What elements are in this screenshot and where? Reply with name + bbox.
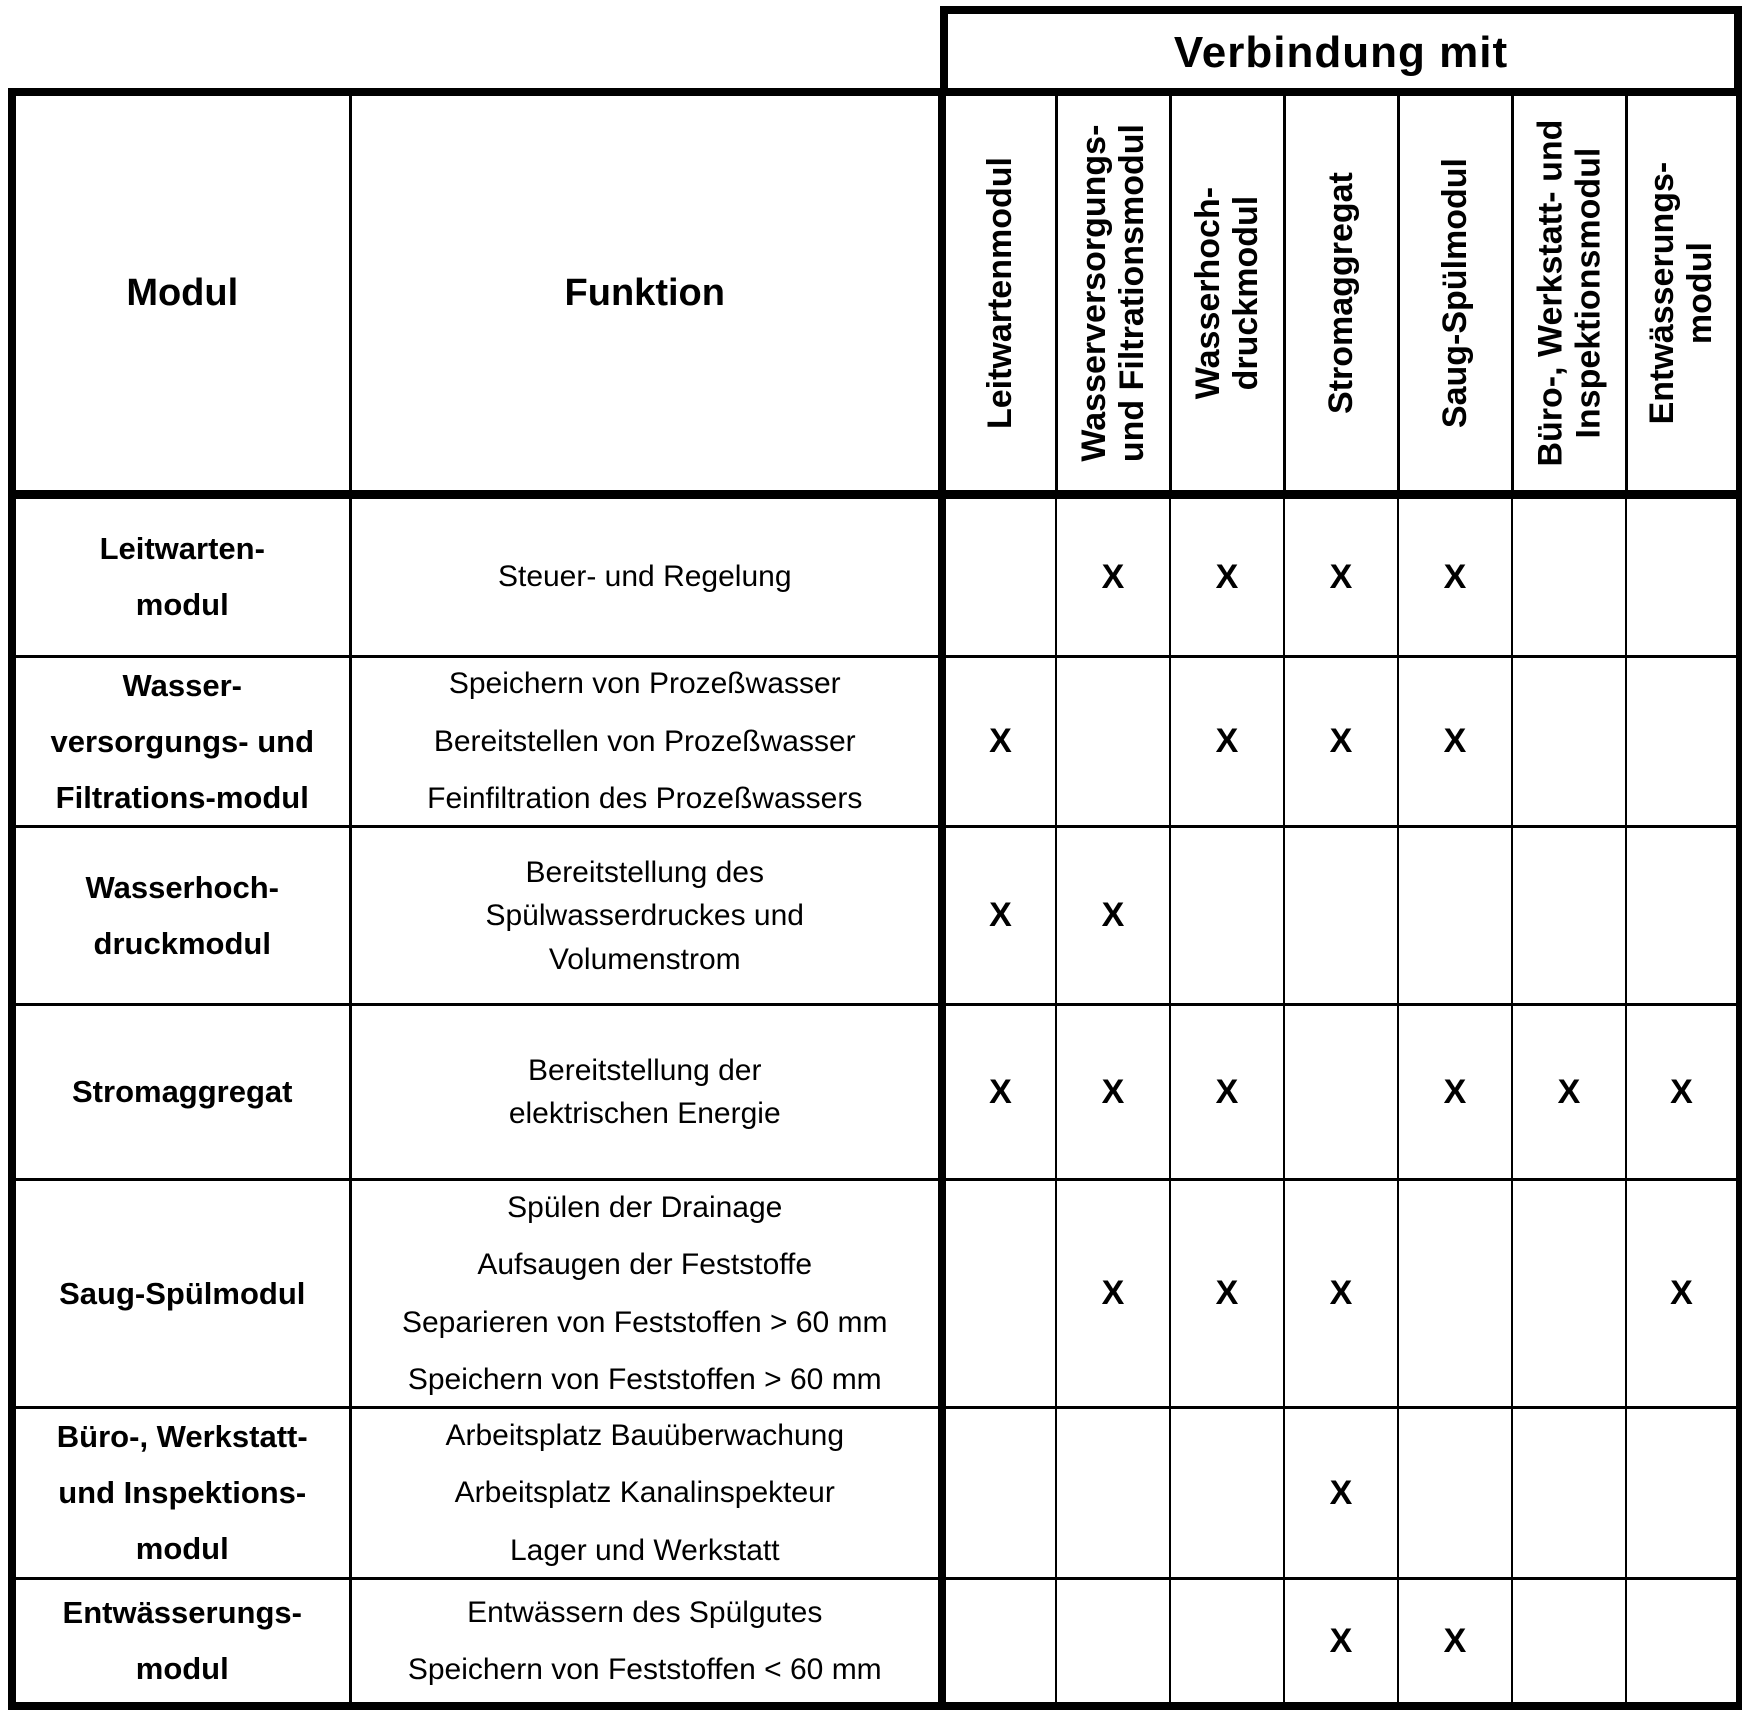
connection-mark-cell: X <box>1284 657 1398 827</box>
function-item <box>362 1358 929 1402</box>
function-line: Spülen der Drainage <box>507 1190 783 1224</box>
connection-mark-cell <box>1626 1408 1740 1578</box>
table-row <box>12 1180 1740 1408</box>
connection-mark-cell: X <box>942 657 1056 827</box>
module-cell <box>12 1180 350 1408</box>
connection-column-header <box>1512 92 1626 495</box>
connection-column-label-line: Wasserversorgungs- <box>1074 124 1113 462</box>
function-line: Volumenstrom <box>548 942 741 976</box>
connection-mark-cell: X <box>1626 1005 1740 1180</box>
connection-column-label-line: Inspektionsmodul <box>1569 147 1607 439</box>
connection-column-label-line: Wasserhoch- <box>1188 186 1227 400</box>
function-line: elektrischen Energie <box>508 1097 781 1131</box>
connection-column-label-line: druckmodul <box>1227 195 1266 391</box>
connection-mark-cell <box>1284 827 1398 1005</box>
module-cell <box>12 1005 350 1180</box>
function-item <box>362 1186 929 1230</box>
table-row <box>12 1408 1740 1578</box>
function-line: Bereitstellung des <box>525 855 764 889</box>
connection-mark-cell <box>1626 827 1740 1005</box>
connection-column-label-line: Entwässerungs- <box>1643 161 1682 425</box>
function-line: Arbeitsplatz Kanalinspekteur <box>454 1476 835 1510</box>
function-item <box>362 1471 929 1515</box>
connection-mark-cell <box>1284 1005 1398 1180</box>
module-name-line: Entwässerungs- <box>62 1595 302 1631</box>
connection-header <box>940 6 1742 92</box>
module-cell <box>12 495 350 657</box>
module-name-line: druckmodul <box>93 925 271 961</box>
connection-column-header <box>1170 92 1284 495</box>
module-name-line: und Inspektions- <box>58 1475 307 1511</box>
connection-mark-cell <box>1512 657 1626 827</box>
function-item <box>362 1529 929 1573</box>
function-line: Bereitstellung der <box>528 1053 762 1087</box>
function-line: Spülwasserdruckes und <box>485 899 804 933</box>
function-line: Aufsaugen der Feststoffe <box>477 1248 813 1282</box>
function-cell <box>350 495 942 657</box>
connection-mark-cell <box>1626 495 1740 657</box>
connection-column-label-line: Büro-, Werkstatt- und <box>1530 119 1569 467</box>
module-name-line: modul <box>135 1651 229 1687</box>
function-line: Lager und Werkstatt <box>509 1533 780 1567</box>
connection-column-label-line: Leitwartenmodul <box>981 156 1020 430</box>
table-row <box>12 495 1740 657</box>
module-cell <box>12 827 350 1005</box>
connection-mark-cell <box>1170 827 1284 1005</box>
module-name-line: modul <box>135 1530 229 1566</box>
function-line: Entwässern des Spülgutes <box>467 1595 823 1629</box>
connection-mark-cell <box>942 1578 1056 1706</box>
connection-mark-cell <box>1512 1578 1626 1706</box>
module-cell <box>12 1408 350 1578</box>
table-row <box>12 827 1740 1005</box>
function-line: Bereitstellen von Prozeßwasser <box>433 724 856 758</box>
module-name-line: modul <box>135 587 229 622</box>
function-item <box>362 1648 929 1692</box>
table-header-row <box>12 92 1740 495</box>
function-cell <box>350 1180 942 1408</box>
function-line: Steuer- und Regelung <box>497 560 792 594</box>
connection-mark-cell: X <box>942 1005 1056 1180</box>
connection-column-label-line: und Filtrationsmodul <box>1113 123 1152 463</box>
table-row <box>12 1578 1740 1706</box>
function-line: Feinfiltration des Prozeßwassers <box>427 782 863 816</box>
connection-mark-cell <box>942 1180 1056 1408</box>
connection-mark-cell: X <box>1170 495 1284 657</box>
connection-mark-cell: X <box>1284 495 1398 657</box>
connection-mark-cell <box>1512 1180 1626 1408</box>
connection-mark-cell: X <box>1398 1005 1512 1180</box>
function-header-cell: Funktion <box>350 92 942 495</box>
connection-mark-cell: X <box>1284 1578 1398 1706</box>
function-cell <box>350 1408 942 1578</box>
function-cell <box>350 1005 942 1180</box>
connection-mark-cell: X <box>1284 1180 1398 1408</box>
function-item <box>362 555 929 599</box>
module-name-line: Saug-Spülmodul <box>59 1275 306 1311</box>
connection-mark-cell <box>1056 1578 1170 1706</box>
function-cell <box>350 827 942 1005</box>
connection-mark-cell: X <box>1170 1180 1284 1408</box>
connection-mark-cell <box>942 1408 1056 1578</box>
connection-header-label: Verbindung mit <box>1173 28 1509 77</box>
function-item <box>362 777 929 821</box>
function-line: Speichern von Prozeßwasser <box>448 667 841 701</box>
function-cell <box>350 657 942 827</box>
connection-column-header <box>1626 92 1740 495</box>
connection-mark-cell: X <box>942 827 1056 1005</box>
connection-column-label-line: Stromaggregat <box>1321 172 1360 414</box>
module-name-line: Filtrations-modul <box>55 779 309 815</box>
connection-mark-cell: X <box>1170 657 1284 827</box>
connection-mark-cell: X <box>1056 1005 1170 1180</box>
module-connection-table <box>8 88 1742 1710</box>
module-name-line: Leitwarten- <box>99 531 265 567</box>
connection-mark-cell <box>1170 1408 1284 1578</box>
connection-mark-cell: X <box>1398 657 1512 827</box>
connection-mark-cell <box>1512 1408 1626 1578</box>
connection-mark-cell <box>1398 1408 1512 1578</box>
module-name-line: Wasserhoch- <box>85 870 279 906</box>
connection-mark-cell: X <box>1398 495 1512 657</box>
function-item <box>362 1243 929 1287</box>
module-cell <box>12 1578 350 1706</box>
connection-column-label-line: Saug-Spülmodul <box>1435 157 1474 429</box>
connection-mark-cell: X <box>1056 827 1170 1005</box>
module-name-line: versorgungs- und <box>50 723 314 759</box>
connection-column-header <box>1284 92 1398 495</box>
connection-mark-cell: X <box>1398 1578 1512 1706</box>
module-header-cell: Modul <box>12 92 350 495</box>
connection-mark-cell <box>942 495 1056 657</box>
connection-mark-cell <box>1056 657 1170 827</box>
function-item <box>362 720 929 764</box>
connection-mark-cell <box>1512 495 1626 657</box>
connection-mark-cell: X <box>1056 1180 1170 1408</box>
connection-mark-cell: X <box>1056 495 1170 657</box>
connection-mark-cell <box>1170 1578 1284 1706</box>
connection-column-header <box>1398 92 1512 495</box>
connection-mark-cell <box>1398 827 1512 1005</box>
connection-mark-cell: X <box>1284 1408 1398 1578</box>
connection-column-header <box>1056 92 1170 495</box>
module-cell <box>12 657 350 827</box>
table-row <box>12 1005 1740 1180</box>
function-item <box>362 1591 929 1635</box>
function-item <box>362 1301 929 1345</box>
connection-mark-cell <box>1626 657 1740 827</box>
function-line: Speichern von Feststoffen < 60 mm <box>407 1653 882 1687</box>
function-item <box>362 851 929 982</box>
module-name-line: Büro-, Werkstatt- <box>56 1419 308 1455</box>
function-line: Separieren von Feststoffen > 60 mm <box>401 1305 888 1339</box>
table-row <box>12 657 1740 827</box>
connection-mark-cell: X <box>1512 1005 1626 1180</box>
function-cell <box>350 1578 942 1706</box>
connection-mark-cell <box>1512 827 1626 1005</box>
function-line: Arbeitsplatz Bauüberwachung <box>445 1418 845 1452</box>
function-item <box>362 662 929 706</box>
function-item <box>362 1414 929 1458</box>
connection-mark-cell: X <box>1170 1005 1284 1180</box>
connection-mark-cell: X <box>1626 1180 1740 1408</box>
connection-column-label-line: modul <box>1681 242 1720 344</box>
function-line: Speichern von Feststoffen > 60 mm <box>407 1363 882 1397</box>
function-item <box>362 1049 929 1136</box>
connection-column-header <box>942 92 1056 495</box>
connection-mark-cell <box>1626 1578 1740 1706</box>
connection-mark-cell <box>1398 1180 1512 1408</box>
module-name-line: Stromaggregat <box>72 1074 293 1110</box>
connection-mark-cell <box>1056 1408 1170 1578</box>
module-name-line: Wasser- <box>122 668 242 703</box>
